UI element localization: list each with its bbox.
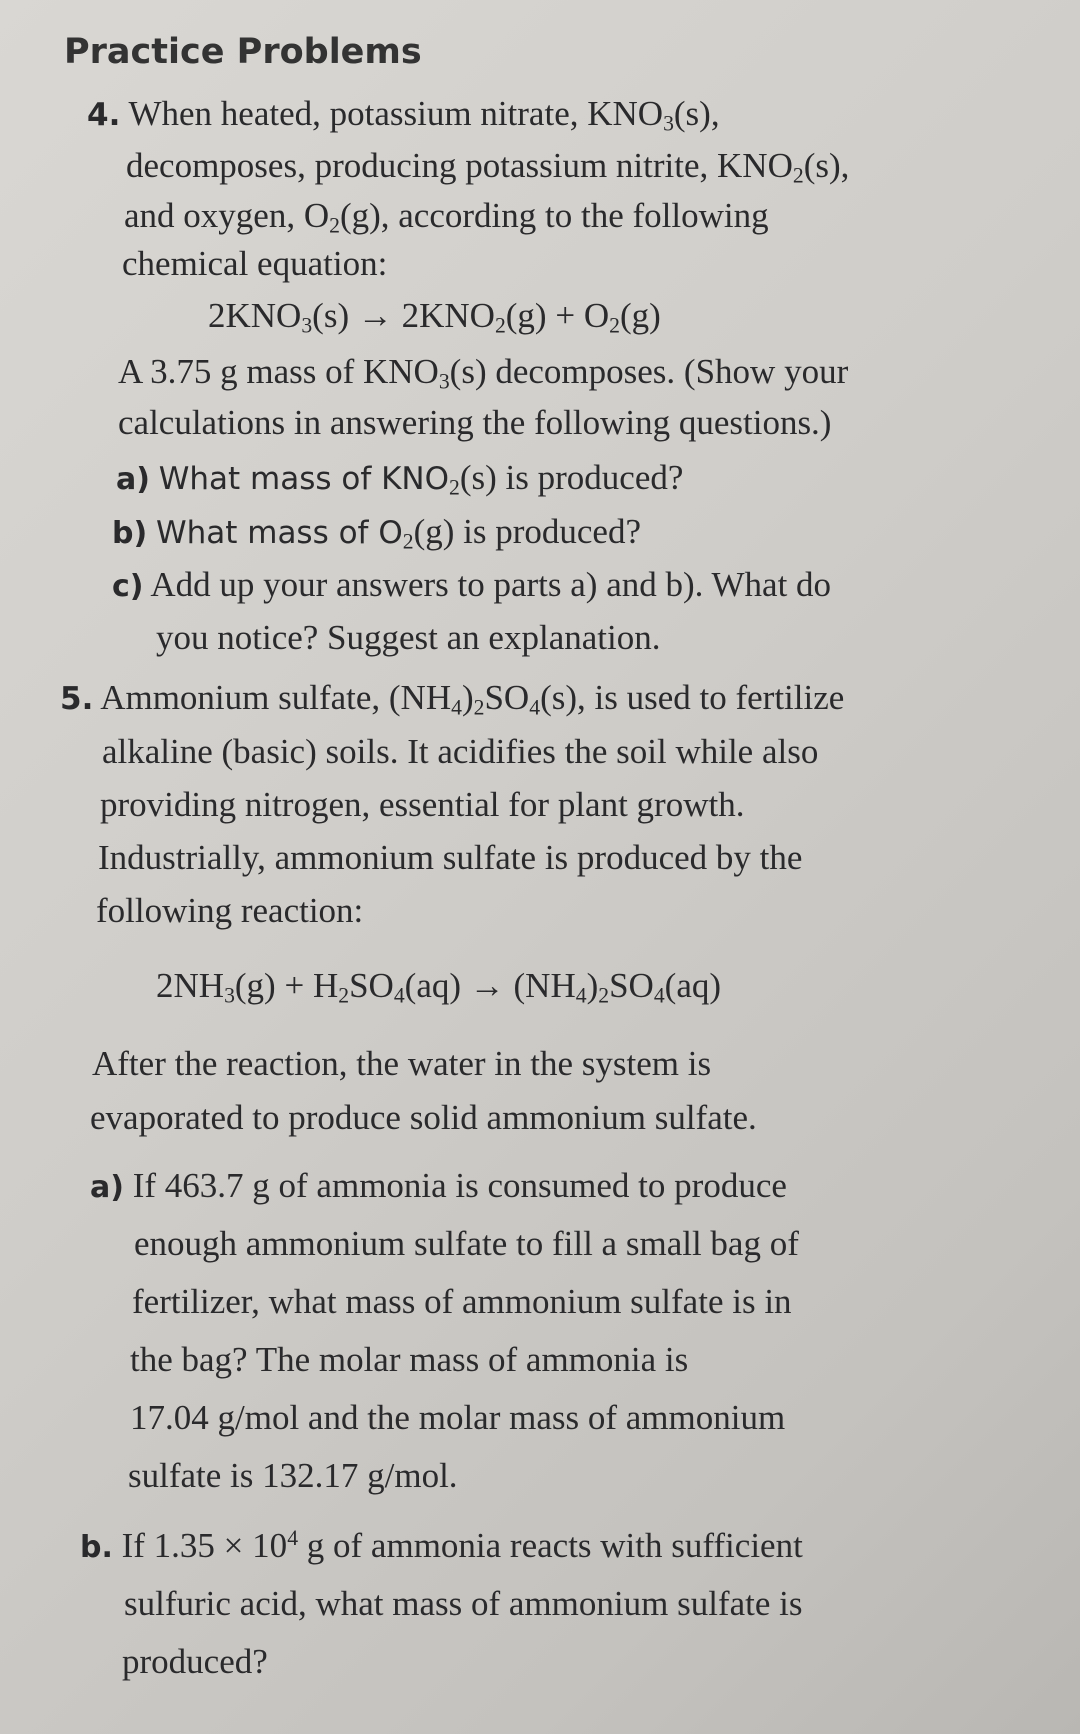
problem-number: 5. bbox=[60, 681, 94, 717]
part-label: b. bbox=[80, 1530, 113, 1565]
problem-5-line-4: Industrially, ammonium sulfate is produced by the bbox=[98, 838, 803, 877]
problem-4-body-1: A 3.75 g mass of $KNO_3(s)$ decomposes. (Show your bbox=[118, 352, 849, 394]
part-label: a) bbox=[90, 1170, 124, 1205]
problem-5-part-a-6: sulfate is 132.17 g/mol. bbox=[128, 1456, 458, 1495]
problem-4-line-2: decomposes, producing potassium nitrite, $KNO_2(s)$, bbox=[126, 146, 850, 188]
problem-5-after-1: After the reaction, the water in the system is bbox=[92, 1044, 712, 1083]
problem-5-line-5: following reaction: bbox=[96, 891, 364, 930]
problem-5-line-1: 5. Ammonium sulfate, $(NH_4)_2SO_4(s)$, is used to fertilize bbox=[60, 678, 845, 720]
problem-4-part-b: b) What mass of $O_2(g)$ is produced? bbox=[112, 512, 641, 554]
problem-4-part-a: a) What mass of $KNO_2(s)$ is produced? bbox=[116, 458, 684, 500]
problem-5-part-a-5: 17.04 g/mol and the molar mass of ammonium bbox=[130, 1398, 786, 1437]
problem-5-after-2: evaporated to produce solid ammonium sulfate. bbox=[90, 1098, 757, 1137]
problem-4-line-4: chemical equation: bbox=[122, 244, 388, 283]
problem-5-part-a: a) If 463.7 g of ammonia is consumed to produce bbox=[90, 1166, 787, 1205]
problem-4-line-3: and oxygen, $O_2(g)$, according to the following bbox=[124, 196, 769, 238]
problem-4-line-1: 4. When heated, potassium nitrate, $KNO_3(s)$, bbox=[87, 94, 720, 136]
part-label: a) bbox=[116, 462, 150, 497]
problem-5-part-b-3: produced? bbox=[122, 1642, 268, 1681]
problem-5-part-b: b. If $1.35 \times 10^4$ g of ammonia reacts with sufficient bbox=[80, 1526, 803, 1565]
problem-5-part-a-4: the bag? The molar mass of ammonia is bbox=[130, 1340, 689, 1379]
part-label: c) bbox=[112, 569, 144, 604]
part-label: b) bbox=[112, 516, 148, 551]
problem-4-equation: $2KNO_3(s) \to 2KNO_2(g) + O_2(g)$ bbox=[208, 296, 661, 338]
problem-4-part-c-cont: you notice? Suggest an explanation. bbox=[156, 618, 661, 657]
problem-5-part-a-3: fertilizer, what mass of ammonium sulfate is in bbox=[132, 1282, 792, 1321]
problem-5-line-2: alkaline (basic) soils. It acidifies the soil while also bbox=[102, 732, 819, 771]
problem-5-part-b-2: sulfuric acid, what mass of ammonium sulfate is bbox=[124, 1584, 803, 1623]
problem-number: 4. bbox=[87, 97, 121, 133]
problem-4-part-c: c) Add up your answers to parts a) and b). What do bbox=[112, 565, 832, 604]
problem-4-body-2: calculations in answering the following questions.) bbox=[118, 403, 832, 442]
problem-5-part-a-2: enough ammonium sulfate to fill a small bag of bbox=[134, 1224, 799, 1263]
section-heading: Practice Problems bbox=[64, 32, 422, 72]
problem-5-line-3: providing nitrogen, essential for plant growth. bbox=[100, 785, 745, 824]
problem-5-equation: $2NH_3(g) + H_2SO_4(aq) \to (NH_4)_2SO_4(aq)$ bbox=[156, 966, 722, 1008]
